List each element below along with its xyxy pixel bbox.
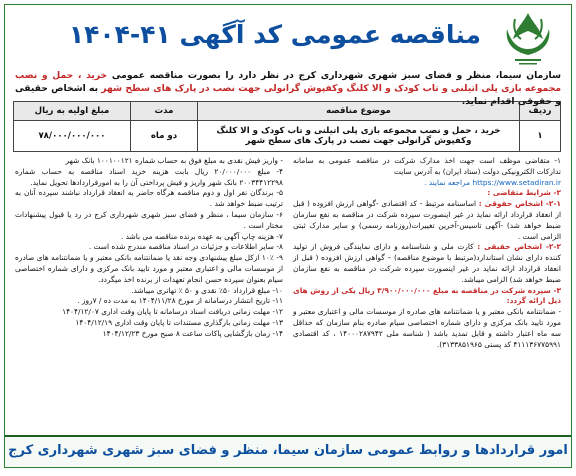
condition-item: ۱۳- مهلت زمانی بارگذاری مستندات تا پایان وقت اداری ۱۴۰۴/۱۲/۱۹	[75, 317, 283, 327]
cell-amount: ۷۸/۰۰۰/۰۰۰/۰۰۰	[14, 121, 131, 152]
condition-item: ۱۰- مبلغ قرارداد ۵۰٪ نقدی و ۵۰ ٪ تهاتری میباشد.	[131, 285, 283, 295]
header-amount: مبلغ اولیه به ریال	[14, 102, 131, 121]
condition-text[interactable]: https://www.setadiran.ir مراجعه نمایند .	[424, 177, 561, 187]
conditions-right-column	[293, 156, 561, 444]
tender-table	[13, 101, 561, 152]
intro-part2: به اشخاص حقیقی و حقوقی اقدام نماید.	[15, 83, 561, 107]
conditions	[5, 152, 571, 444]
condition-item: ۱۱- تاریخ انتشار درسامانه از مورخ ۱۴۰۴/۱۱/۲۸ به مدت ده / ۷روز .	[77, 296, 283, 306]
condition-item: ۹- ۱۰٪ ازکل مبلغ پیشنهادی وجه نقد یا ضمانتنامه بانکی معتبر و یا ضمانتنامه های صادره از موسسات مالی و اعتباری معتبر و مورد تایید بانک مرکزی و دارای شماره اختصاصی سیام بعنوان سپرده حسن انجام تعهدات از برنده اخذ میگردد.	[15, 253, 283, 284]
condition-label: ۲-۱- اشخاص حقوقی :	[478, 199, 561, 209]
condition-text: - ضمانتنامه بانکی معتبر و یا ضمانتنامه های صادره از موسسات مالی و اعتباری معتبر و مورد تایید بانک مرکزی و دارای شماره اختصاصی سیام صادره بنام سازمان که حداقل سه ماه اعتبار داشته و قابل تمدید باشد ( شناسه ملی ۱۴۰۰۰۲۸۷۹۴۲ ، کد اقتصادی ۴۱۱۱۳۶۷۷۵۹۹۱ کد پستی ۳۱۳۳۸۵۱۹۶۵).	[293, 307, 561, 349]
intro-paragraph	[5, 69, 571, 107]
cell-duration: دو ماه	[131, 121, 198, 152]
condition-item	[293, 307, 561, 350]
condition-text: کارت ملی و شناسنامه و دارای نمایندگی فروش از تولید کننده دارای نشان استاندارد(مرتبط با موضوع مناقصه) – گواهی ارزش افزوده ( قبل از انعقاد قرارداد ارائه نماید در غیر اینصورت سپرده شرکت در مناقصه به نفع سازمان ضبط خواهد شد) الزامی میباشد.	[293, 242, 561, 284]
footer: امور قراردادها و روابط عمومی سازمان سیما، منظر و فضای سبز شهری شهرداری کرج	[5, 435, 571, 467]
condition-item	[293, 242, 561, 285]
condition-item: ۸- سایر اطلاعات و جزئیات در اسناد مناقصه مندرج شده است .	[88, 242, 283, 252]
condition-item: ۴- مبلغ ۲۰/۰۰۰/۰۰۰ ریال بابت هزینه خرید اسناد مناقصه به حساب شماره ۲۰۰۳۴۴۱۲۲۹۸ بانک شهر واریز و فیش پرداختی آن را به امورقراردادها تحویل نماید.	[15, 166, 284, 187]
condition-item	[293, 188, 561, 199]
intro-part1: سازمان سیما، منظر و فضای سبز شهری شهرداری کرج در نظر دارد را بصورت مناقصه عمومی	[107, 70, 561, 81]
tender-notice	[4, 4, 572, 468]
header	[5, 5, 571, 69]
condition-item	[293, 156, 561, 178]
table-row	[14, 121, 561, 152]
conditions-left-column	[15, 156, 283, 444]
condition-item	[293, 178, 561, 189]
condition-item: ۱۴- زمان بازگشایی پاکات ساعت ۸ صبح مورخ ۱۴۰۴/۱۲/۲۳	[102, 328, 283, 338]
condition-item: ۶- سازمان سیما ، منظر و فضای سبز شهری شهرداری کرج در رد یا قبول پیشنهادات مختار است .	[15, 209, 283, 230]
header-duration: مدت	[131, 102, 198, 121]
karaj-municipality-logo-icon	[493, 9, 563, 67]
condition-text: اساسنامه مرتبط - کد اقتصادی -گواهی ارزش افزوده ( قبل از انعقاد قرارداد ارائه نماید در غیر اینصورت سپرده شرکت در مناقصه به نفع سازمان ضبط خواهد شد) -آگهی تاسیس-آخرین تغییرات(روزنامه رسمی) و سایر مدارک ثبتی الزامی است .	[293, 199, 561, 241]
condition-item	[293, 286, 561, 308]
header-subject: موضوع مناقصه	[198, 102, 520, 121]
condition-item: ۱۲- مهلت زمانی دریافت اسناد درسامانه تا پایان وقت اداری ۱۴۰۴/۱۲/۰۷	[62, 307, 283, 317]
cell-subject: خرید ، حمل و نصب مجموعه بازی پلی اتیلنی و تاب کودک و الا کلنگ وکفپوش گرانولی جهت نصب در پارک های سطح شهر	[198, 121, 520, 152]
condition-label: ۲- شرایط متقاضی :	[487, 188, 561, 198]
condition-item	[293, 199, 561, 242]
page-title: مناقصه عمومی کد آگهی ۴۱-۱۴۰۴	[68, 20, 481, 49]
condition-item: - واریز فیش نقدی به مبلغ فوق به حساب شماره ۱۰۰۱۰۰۱۲۱ بانک شهر	[65, 156, 283, 165]
condition-label: ۳- سپرده شرکت در مناقصه به مبلغ ۳/۹۰۰/۰۰۰/۰۰۰ ریال یکی از روش های ذیل ارائه گردد:	[293, 285, 561, 306]
condition-label: ۲-۲- اشخاص حقیقی :	[477, 242, 561, 252]
cell-index: ۱	[520, 121, 561, 152]
intro-emphasis: خرید ، حمل و نصب مجموعه بازی پلی اتیلنی و تاب کودک و الا کلنگ وکفپوش گرانولی جهت نصب در پارک های سطح شهر	[15, 70, 562, 94]
header-index: ردیف	[520, 102, 561, 121]
condition-item: ۷- هزینه چاپ آگهی به عهده برنده مناقصه می باشد .	[120, 231, 283, 241]
condition-item: ۵- برندگان نفر اول و دوم مناقصه هرگاه حاضر به انعقاد قرارداد نباشند سپرده آنان به ترتیب ضبط خواهد شد .	[15, 188, 283, 209]
condition-text: ۱- متقاضی موظف است جهت اخذ مدارک شرکت در مناقصه عمومی به سامانه تدارکات الکترونیکی دولت (ستاد ایران) به آدرس سایت	[293, 156, 561, 176]
